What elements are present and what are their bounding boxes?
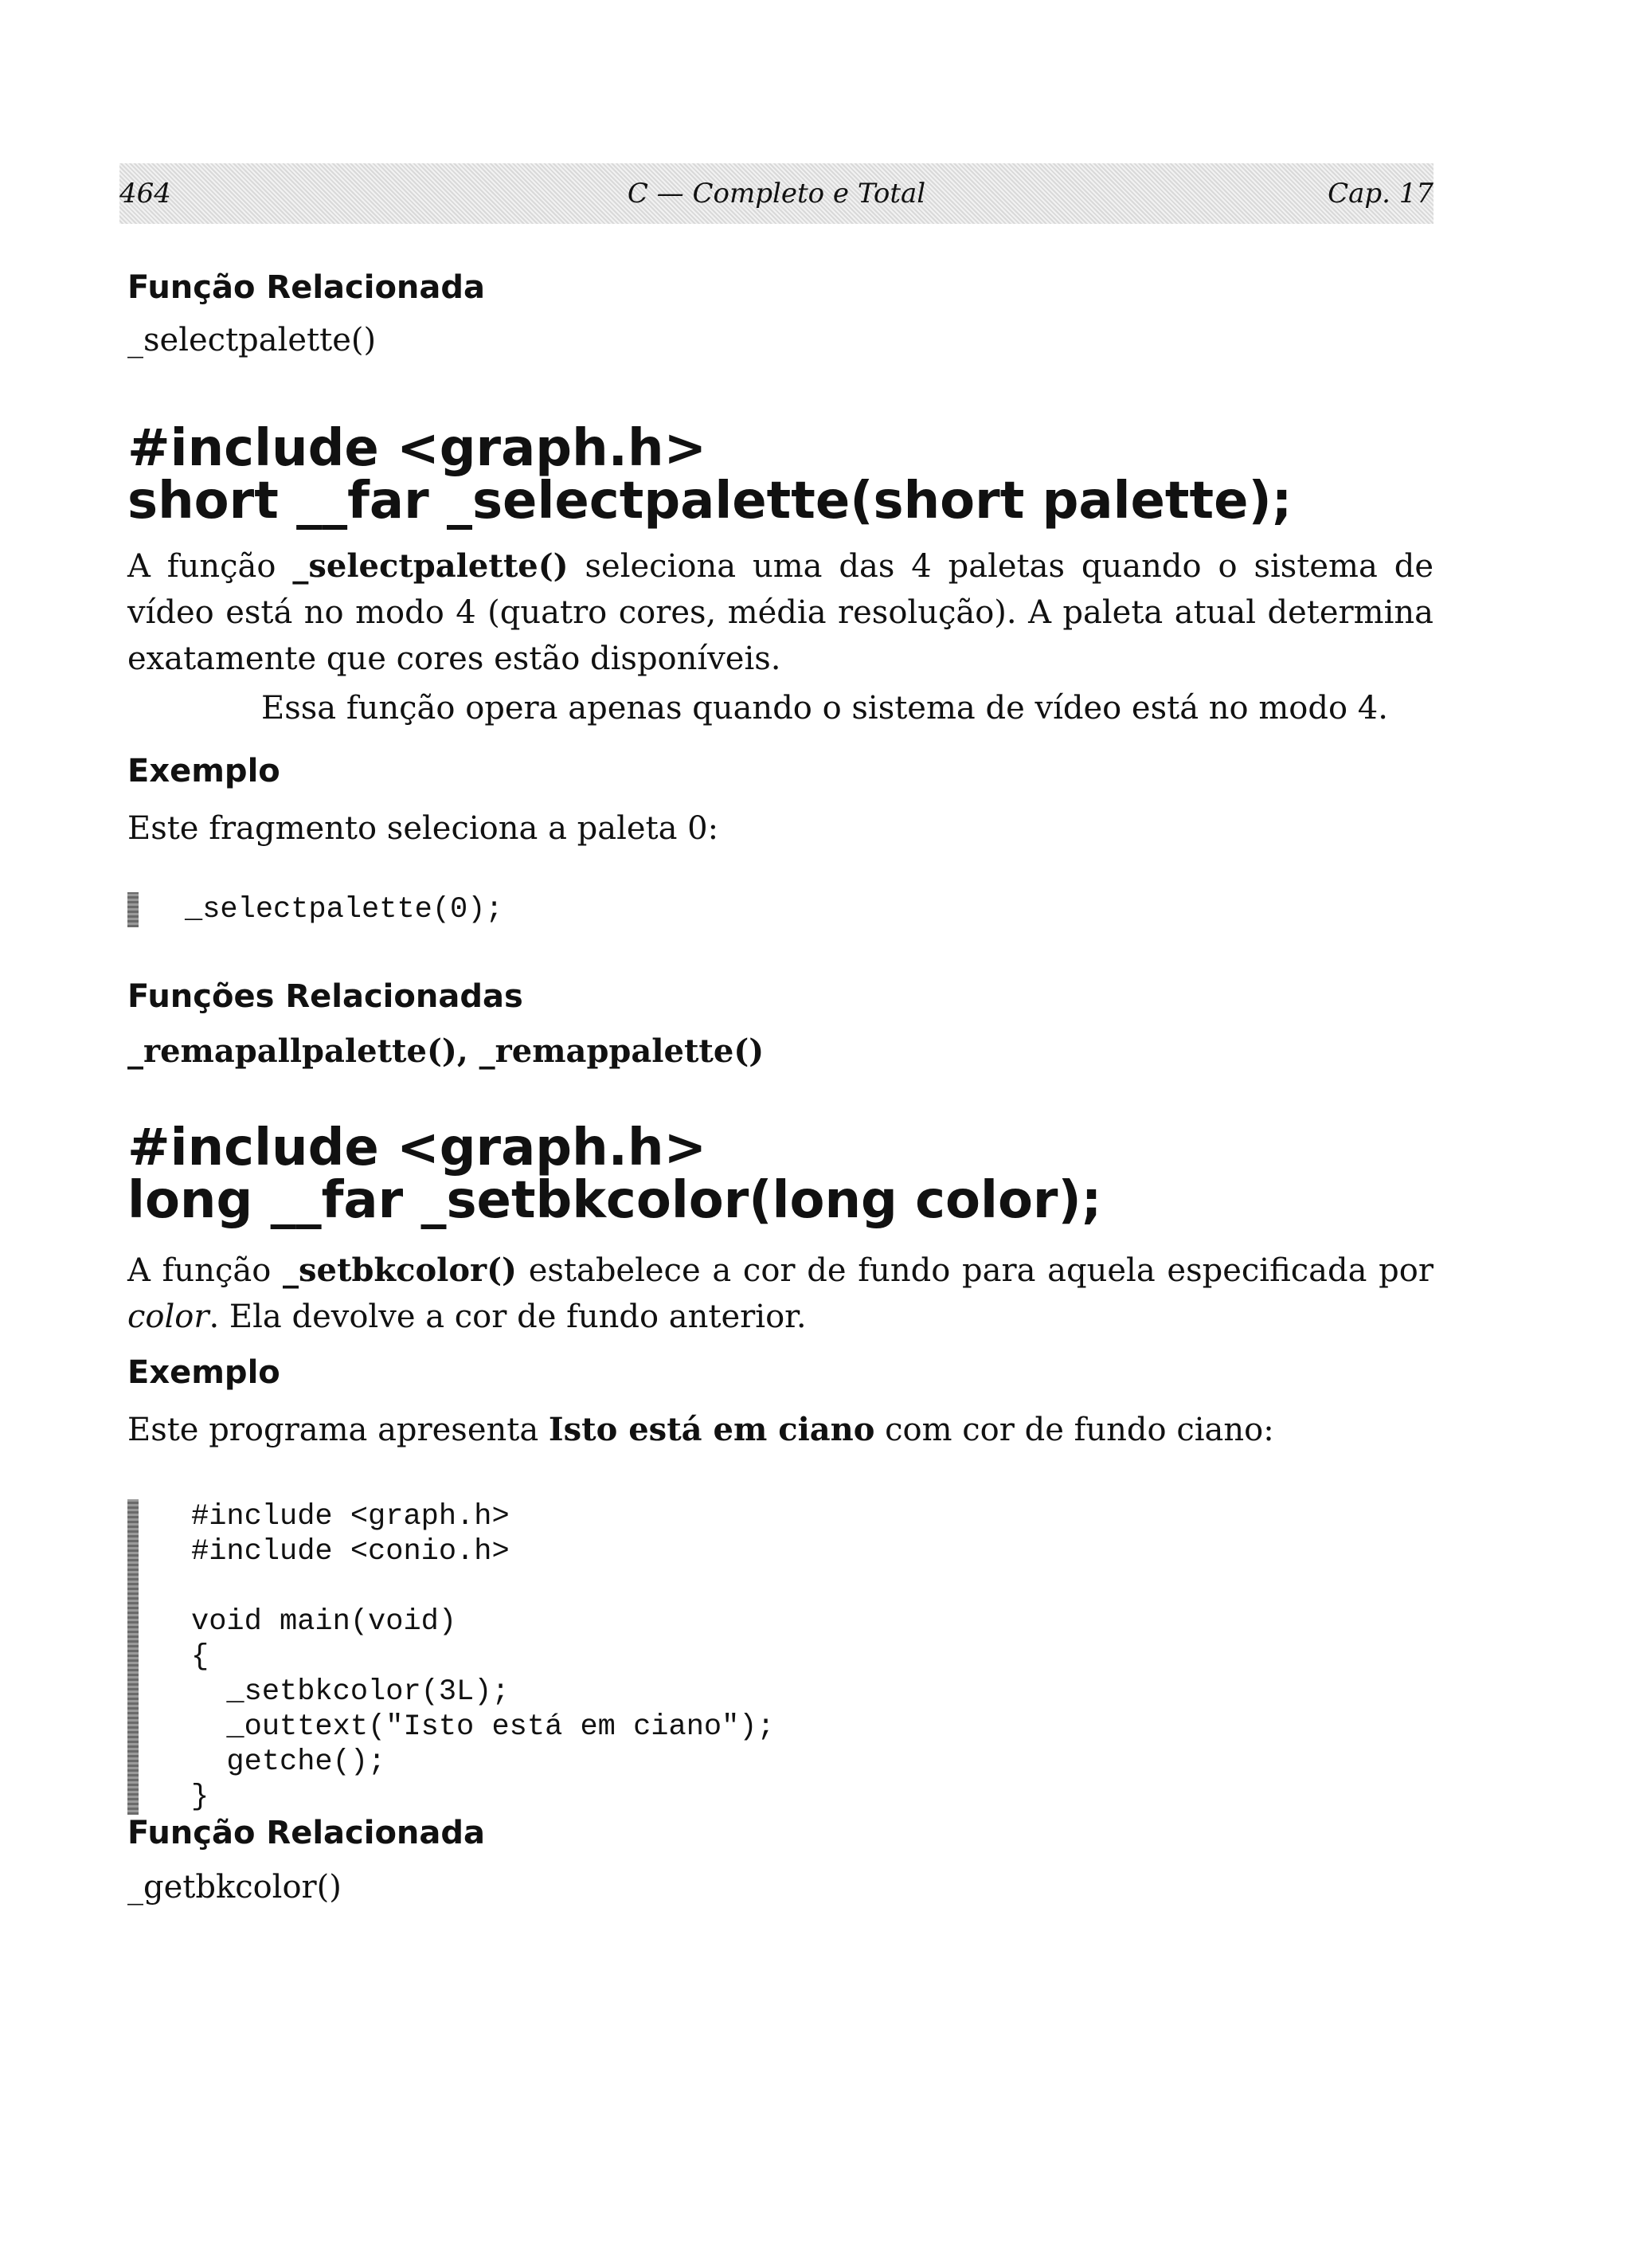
description-parameter: color [127,1299,209,1335]
code-line: void main(void) [191,1605,457,1639]
example-heading: Exemplo [127,1354,280,1391]
prototype-line: short __far _selectpalette(short palette); [127,472,1293,531]
related-functions-list: _remapallpalette(), _remappalette() [127,1032,765,1070]
description-text-end: . Ela devolve a cor de fundo anterior. [209,1299,807,1335]
book-title: C — Completo e Total [627,178,926,210]
include-line: #include <graph.h> [127,419,707,478]
code-line: #include <conio.h> [191,1535,510,1569]
code-margin-bar [127,892,139,927]
description-text-start: A função [127,548,293,585]
chapter-label: Cap. 17 [1328,178,1433,210]
selectpalette-prototype [127,419,1433,531]
related-function-heading: Função Relacionada [127,1815,486,1851]
description-text-middle: estabelece a cor de fundo para aquela especificada por [516,1252,1433,1289]
code-line: #include <graph.h> [191,1500,510,1534]
example-intro-start: Este programa apresenta [127,1412,549,1448]
description-text-start: A função [127,1252,283,1289]
description-text-end: seleciona uma das 4 paletas quando o sistema de vídeo está no modo 4 (quatro cores, média resolução). A paleta atual determina exatamente que cores estão disponíveis. [127,548,1433,677]
page-number: 464 [119,178,171,210]
example-intro-bold: Isto está em ciano [548,1411,875,1448]
example-intro-end: com cor de fundo ciano: [874,1412,1274,1448]
related-function-ref: _selectpalette() [127,322,377,358]
related-function-heading: Função Relacionada [127,269,486,306]
example-intro [127,1407,1433,1453]
related-function-ref: _getbkcolor() [127,1869,342,1906]
code-line: _selectpalette(0); [185,893,503,926]
code-margin-bar [127,1499,139,1815]
code-line: getche(); [191,1745,386,1779]
setbkcolor-description [127,1248,1433,1340]
related-functions-heading: Funções Relacionadas [127,978,523,1015]
setbkcolor-related [127,1815,1433,1906]
code-line: _outtext("Isto está em ciano"); [191,1710,775,1744]
description-function-name: _setbkcolor() [283,1252,517,1289]
selectpalette-related [127,978,1433,1070]
prototype-line: long __far _setbkcolor(long color); [127,1171,1102,1230]
include-line: #include <graph.h> [127,1118,707,1177]
code-listing [191,1499,775,1815]
selectpalette-example [127,753,1433,852]
note-text: Essa função opera apenas quando o sistema de vídeo está no modo 4. [261,690,1388,727]
description-function-name: _selectpalette() [292,547,569,585]
related-function-section [127,269,1433,358]
code-line: } [191,1780,209,1814]
code-line: _setbkcolor(3L); [191,1675,510,1709]
description-paragraph [127,1248,1433,1340]
selectpalette-note [261,690,1440,727]
selectpalette-description [127,543,1433,682]
example-heading: Exemplo [127,753,280,789]
page-header [119,163,1433,224]
setbkcolor-prototype [127,1118,1433,1230]
code-line: { [191,1640,209,1674]
setbkcolor-example [127,1354,1433,1453]
code-line [191,1569,775,1604]
example-intro: Este fragmento seleciona a paleta 0: [127,810,719,847]
description-paragraph [127,543,1433,682]
